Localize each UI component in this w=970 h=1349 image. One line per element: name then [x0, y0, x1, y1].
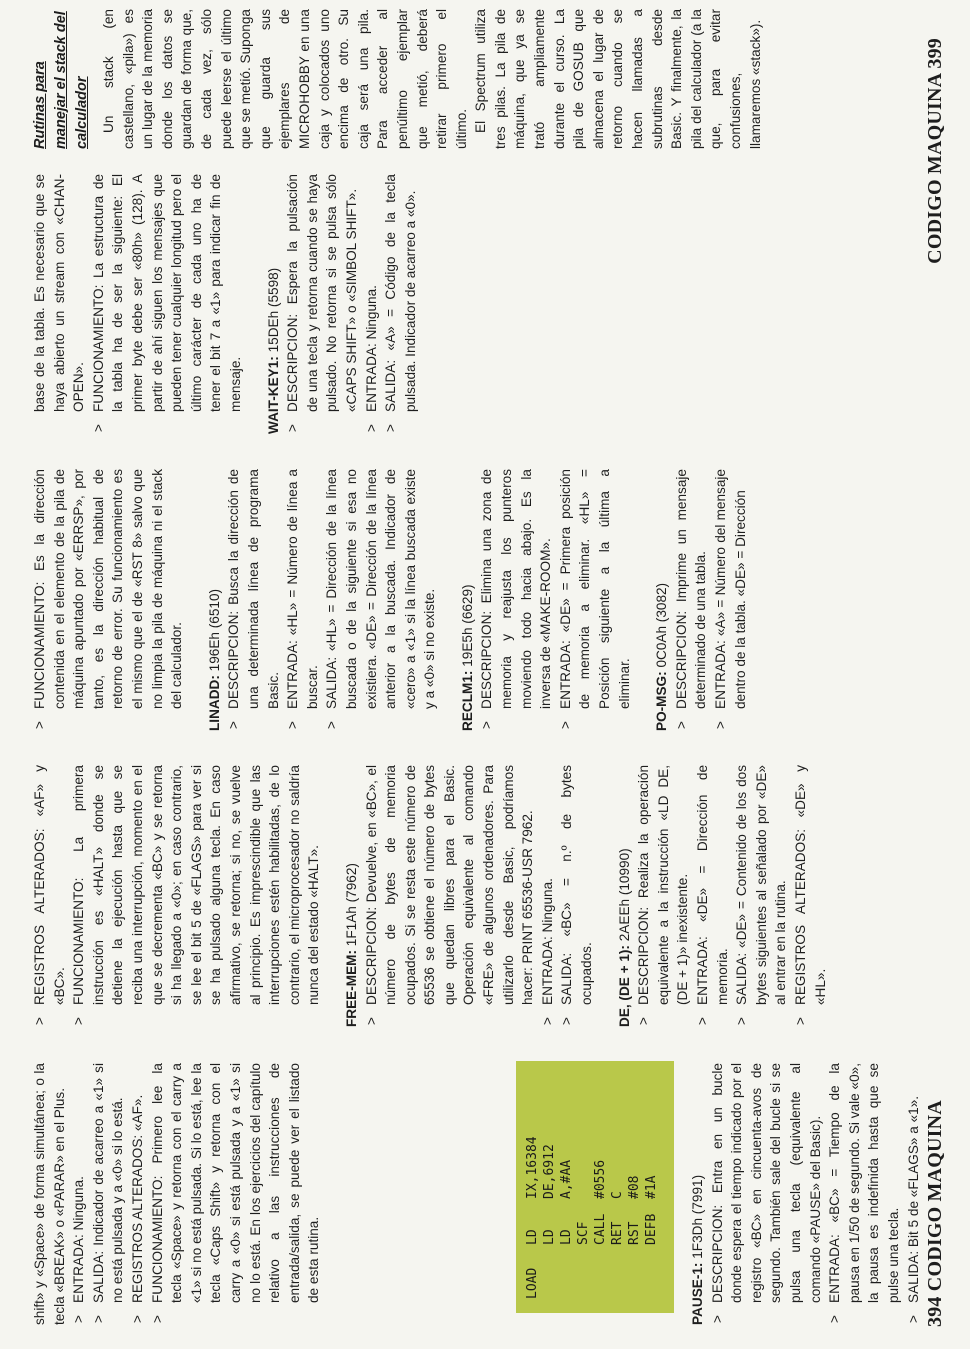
free-mem-heading: FREE-MEM: 1F1Ah (7962) — [343, 863, 359, 1027]
col4-lead: base de la tabla. Es necesario que se haya abierto un stream con «CHAN-OPEN». — [32, 174, 87, 412]
arrow-icon: > — [734, 1017, 750, 1025]
page-number-right: CODIGO MAQUINA 399 — [924, 38, 946, 264]
code-opcode: LD — [525, 1229, 540, 1245]
arrow-icon: > — [479, 721, 495, 729]
po-msg-item: > ENTRADA: «A» = Número del mensaje dentro de la tabla. «DE» = Dirección — [713, 469, 748, 729]
wait-key-item: > DESCRIPCION: Espera la pulsación de una tecla y retorna cuando se haya pulsado. No retorna si se pulsa sólo «CAPS SHIFT» o «SIMBOL SHIFT». — [285, 174, 359, 432]
code-line — [626, 1136, 643, 1313]
code-operand: #08 — [627, 1175, 642, 1199]
section-title: Rutinas para manejar el stack del calculador — [32, 11, 90, 149]
code-opcode: DEFB — [644, 1213, 659, 1245]
code-line — [558, 1136, 575, 1313]
col4-item: > FUNCIONAMIENTO: La estructura de la tabla ha de ser la siguiente: El primer byte debe ser «80h» (128). A partir de ahí siguen los mensajes que pueden tener cualquier longitud pero el último carácter de cada uno ha de tener el bit 7 a «1» para indicar fin de mensaje. — [90, 174, 243, 432]
code-operand: DE,6912 — [542, 1144, 557, 1199]
de-item: > REGISTROS ALTERADOS: «DE» y «HL». — [792, 765, 828, 1025]
code-label — [575, 1245, 592, 1313]
arrow-icon: > — [363, 424, 379, 432]
page-number-left: 394 CODIGO MAQUINA — [924, 1100, 946, 1327]
code-label — [592, 1245, 609, 1313]
code-opcode: LD — [559, 1229, 574, 1245]
col1-lead: shift» y «Space» de forma simultánea; o la tecla «BREAK» o «PARAR» en el Plus. — [32, 1063, 67, 1325]
linadd-item: > SALIDA: «HL» = Dirección de la línea buscada o de la siguiente si esa no existiera. «DE» = Dirección de la línea anterior a la buscada. Indicador de «cero» a «1» si la línea buscada existe y a «0» si no existe. — [324, 469, 438, 729]
arrow-icon: > — [383, 424, 399, 432]
arrow-icon: > — [71, 1315, 87, 1323]
code-label — [643, 1245, 660, 1313]
arrow-icon: > — [695, 1017, 710, 1025]
po-msg-heading: PO-MSG: 0C0Ah (3082) — [654, 582, 670, 731]
wait-key-item: > ENTRADA: Ninguna. — [362, 174, 382, 434]
code-opcode: LD — [542, 1229, 557, 1245]
wait-key-heading: WAIT-KEY1: 15DEh (5598) — [265, 267, 281, 434]
arrow-icon: > — [792, 1017, 808, 1025]
linadd-item: > DESCRIPCION: Busca la dirección de una determinada línea de programa Basic. — [226, 469, 281, 729]
arrow-icon: > — [363, 1017, 379, 1025]
de-item: > DESCRIPCION: Realiza la operación equivalente a la instrucción «LD DE, (DE + 1)» inexistente. — [636, 765, 691, 1025]
column-1 — [30, 1063, 324, 1325]
arrow-icon: > — [673, 721, 689, 729]
pause-item: > DESCRIPCION: Entra en un bucle donde espera el tiempo indicado por el registro «BC» en cincuenta-avos de segundo. También sale del bucle si se pulsa una tecla (equivalente al comando «PAUSE» del Basic). — [709, 1063, 823, 1323]
code-line — [592, 1136, 609, 1313]
code-opcode: RST — [627, 1221, 642, 1245]
column-5 — [30, 9, 765, 149]
column-4 — [30, 174, 420, 434]
arrow-icon: > — [324, 721, 340, 729]
linadd-heading: LINADD: 196Eh (6510) — [206, 588, 222, 731]
code-label — [541, 1245, 558, 1313]
col2-item: > FUNCIONAMIENTO: La primera instrucción es «HALT» donde se detiene la ejecución hasta que se reciba una interrupción, momento en el que se decrementa «BC» y se retorna si ha llegado a «0»; en caso contrario, se lee el bit 5 de «FLAGS» para ver si se ha pulsado alguna tecla. En caso afirmativo, se retorna; si no, se vuelve al principio. Es imprescindible que las interrupciones estén habilitadas, de lo contrario, el microprocesador no saldría nunca del estado «HALT». — [71, 765, 322, 1025]
code-operand: C — [610, 1191, 625, 1199]
code-label: LOAD — [525, 1267, 540, 1299]
arrow-icon: > — [32, 1017, 47, 1025]
code-opcode: SCF — [576, 1221, 591, 1245]
arrow-icon: > — [713, 721, 728, 729]
arrow-icon: > — [129, 1315, 145, 1323]
free-mem-item: > DESCRIPCION: Devuelve, en «BC», el número de bytes de memoria ocupados. Si se resta este número de 65536 se obtiene el número de bytes que quedan libres para el Basic. Operación equivalente al comando «FRE» de algunos ordenadores. Para utilizarlo desde Basic, podríamos hacer: PRINT 65536-USR 7962. — [363, 765, 536, 1025]
arrow-icon: > — [285, 424, 301, 432]
section-paragraph: El Spectrum utiliza tres pilas. La pila de máquina, que ya se trató ampliamente durante el curso. La pila de GOSUB que almacena el lugar de retorno cuando se hacen llamadas a subrutinas desde Basic. Y finalmente, la pila del calculador (a la que, para evitar confusiones, llamaremos «stack»). — [473, 9, 763, 149]
arrow-icon: > — [71, 1017, 87, 1025]
pause-heading: PAUSE-1: 1F3Dh (7991) — [690, 1174, 705, 1325]
reclm-item: > ENTRADA: «DE» = Primera posición de memoria a eliminar. «HL» = Posición siguiente a la última a eliminar. — [557, 469, 632, 729]
free-mem-item: > ENTRADA: Ninguna. — [538, 765, 558, 1027]
code-line — [524, 1136, 541, 1313]
col2-item: > REGISTROS ALTERADOS: «AF» y «BC». — [32, 765, 67, 1025]
arrow-icon: > — [557, 721, 573, 729]
code-opcode: CALL — [593, 1213, 608, 1245]
col1-item: > REGISTROS ALTERADOS: «AF». — [128, 1063, 148, 1325]
code-listing-box — [516, 1061, 674, 1313]
arrow-icon: > — [285, 721, 301, 729]
pause-item: > ENTRADA: «BC» = Tiempo de la pausa en 1/50 de segundo. Si vale «0», la pausa es indefinida hasta que se pulse una tecla. — [827, 1063, 901, 1323]
code-line — [643, 1136, 660, 1313]
linadd-item: > ENTRADA: «HL» = Número de línea a buscar. — [285, 469, 320, 729]
reclm-item: > DESCRIPCION: Elimina una zona de memoria y reajusta los punteros moviendo todo hacia abajo. Es la inversa de «MAKE-ROOM». — [479, 469, 554, 729]
reclm-heading: RECLM1: 19E5h (6629) — [459, 584, 475, 731]
code-operand: #1A — [644, 1175, 659, 1199]
pause-section — [688, 1063, 923, 1325]
col1-item: > ENTRADA: Ninguna. — [69, 1063, 89, 1325]
column-2 — [30, 765, 830, 1027]
po-msg-item: > DESCRIPCION: Imprime un mensaje determinado de una tabla. — [673, 469, 709, 729]
code-listing — [524, 1136, 660, 1313]
code-line — [575, 1136, 592, 1313]
arrow-icon: > — [827, 1315, 843, 1323]
free-mem-item: > SALIDA: «BC» = n.º de bytes ocupados. — [559, 765, 595, 1025]
code-operand: A,#AA — [559, 1159, 574, 1199]
code-label — [609, 1245, 626, 1313]
code-operand: #0556 — [593, 1159, 608, 1199]
code-opcode: RET — [610, 1221, 625, 1245]
de-item: > SALIDA: «DE» = Contenido de los dos bytes siguientes al señalado por «DE» al entrar en la rutina. — [734, 765, 789, 1025]
col1-item: > FUNCIONAMIENTO: Primero lee la tecla «Space» y retorna con el carry a «1» si no está pulsada. Si lo está, lee la tecla «Caps Shift» y retorna con el carry a «0» si está pulsada y a «1» si no lo está. En los ejercicios del capítulo relativo a las instrucciones de entrada/salida, se puede ver el listado de esta rutina. — [149, 1063, 322, 1323]
arrow-icon: > — [90, 424, 106, 432]
de-heading: DE, (DE + 1): 2AEEh (10990) — [616, 848, 632, 1027]
code-line — [609, 1136, 626, 1313]
code-line — [541, 1136, 558, 1313]
arrow-icon: > — [149, 1315, 165, 1323]
de-item: > ENTRADA: «DE» = Dirección de memoria. — [695, 765, 730, 1025]
arrow-icon: > — [32, 721, 47, 729]
pause-item: > SALIDA: Bit 5 de «FLAGS» a «1». — [904, 1063, 924, 1325]
code-label — [626, 1245, 643, 1313]
arrow-icon: > — [539, 1017, 555, 1025]
code-label — [558, 1245, 575, 1313]
arrow-icon: > — [709, 1315, 725, 1323]
arrow-icon: > — [636, 1017, 652, 1025]
column-3 — [30, 469, 750, 731]
arrow-icon: > — [559, 1017, 575, 1025]
wait-key-item: > SALIDA: «A» = Código de la tecla pulsada. Indicador de acarreo a «0». — [383, 174, 418, 432]
arrow-icon: > — [226, 721, 242, 729]
arrow-icon: > — [90, 1315, 106, 1323]
section-paragraph: Un stack (en castellano, «pila») es un lugar de la memoria donde los datos se guardan de forma que, de cada vez, sólo puede leerse el último que se metió. Suponga que guarda sus ejemplares de MICROHOBBY en una caja y colocados uno encima de otro. Su caja será una pila. Para acceder al penúltimo ejemplar que metió, deberá retirar primero el último. — [101, 9, 469, 149]
col3-item: > FUNCIONAMIENTO: Es la dirección contenida en el elemento de la pila de máquina apuntado por «ERRSP», por tanto, es la dirección habitual de retorno de error. Su funcionamiento es el mismo que el de «RST 8» salvo que no limpia la pila de máquina ni el stack del calculador. — [32, 469, 185, 729]
col1-item: > SALIDA: Indicador de acarreo a «1» si no está pulsada y a «0» si lo está. — [90, 1063, 126, 1323]
code-operand: IX,16384 — [525, 1136, 540, 1199]
arrow-icon: > — [905, 1315, 921, 1323]
